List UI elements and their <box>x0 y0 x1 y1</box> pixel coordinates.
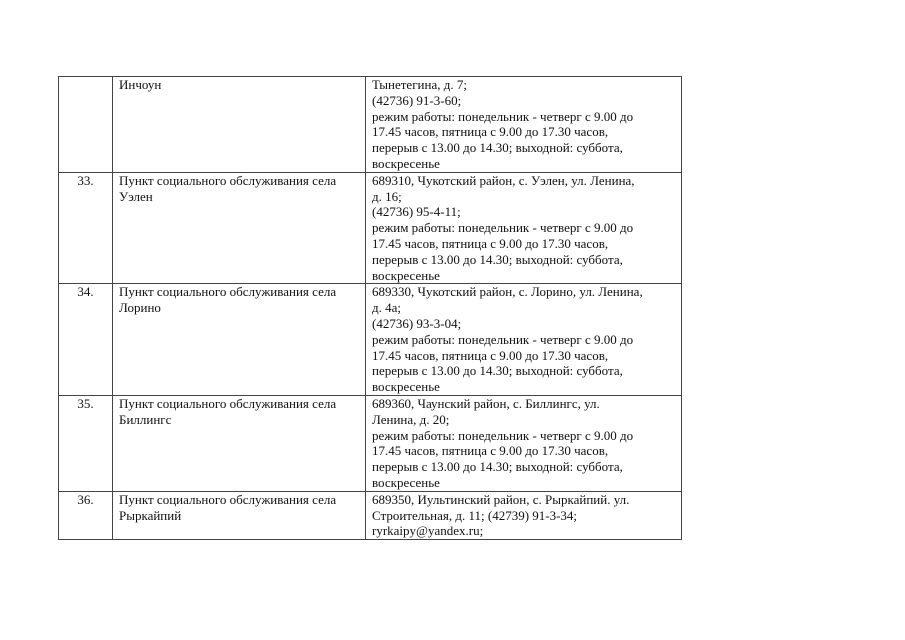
service-address <box>366 284 682 396</box>
service-name-line: Уэлен <box>119 188 153 204</box>
address-line: (42736) 93-3-04; <box>372 315 462 331</box>
service-address <box>366 172 682 284</box>
address-line: 689350, Иультинский район, с. Рыркайпий. ул. <box>372 491 630 507</box>
service-name-line: Лорино <box>119 300 161 316</box>
address-line: д. 16; <box>372 188 402 204</box>
address-line: Строительная, д. 11; (42739) 91-3-34; <box>372 507 578 523</box>
service-name <box>113 491 366 539</box>
address-line: (42736) 91-3-60; <box>372 92 462 108</box>
service-address <box>366 77 682 173</box>
service-name-line: Пункт социального обслуживания села <box>119 395 337 411</box>
address-line: режим работы: понедельник - четверг с 9.00 до <box>372 108 634 124</box>
address-line: режим работы: понедельник - четверг с 9.00 до <box>372 220 634 236</box>
address-line: 17.45 часов, пятница с 9.00 до 17.30 часов, <box>372 443 609 459</box>
service-name <box>113 172 366 284</box>
service-name-line: Пункт социального обслуживания села <box>119 491 337 507</box>
address-line: 17.45 часов, пятница с 9.00 до 17.30 часов, <box>372 235 609 251</box>
table-row <box>59 172 682 284</box>
address-line: режим работы: понедельник - четверг с 9.00 до <box>372 331 634 347</box>
address-line: 689360, Чаунский район, с. Биллингс, ул. <box>372 395 600 411</box>
address-line: ryrkaipy@yandex.ru; <box>372 523 484 539</box>
row-number: 33. <box>59 172 113 284</box>
service-name <box>113 395 366 491</box>
address-line: (42736) 95-4-11; <box>372 204 461 220</box>
service-name-line: Инчоун <box>119 77 162 92</box>
service-address <box>366 491 682 539</box>
address-line: воскресенье <box>372 474 440 490</box>
address-line: воскресенье <box>372 267 440 283</box>
address-line: перерыв с 13.00 до 14.30; выходной: суббота, <box>372 363 623 379</box>
row-number: 36. <box>59 491 113 539</box>
services-table <box>58 76 682 540</box>
table-row <box>59 77 682 173</box>
address-line: 17.45 часов, пятница с 9.00 до 17.30 часов, <box>372 347 609 363</box>
service-name <box>113 77 366 173</box>
address-line: воскресенье <box>372 379 440 395</box>
row-number: 35. <box>59 395 113 491</box>
address-line: 17.45 часов, пятница с 9.00 до 17.30 часов, <box>372 124 609 140</box>
address-line: д. 4а; <box>372 300 401 316</box>
service-name-line: Биллингс <box>119 411 172 427</box>
table-row <box>59 395 682 491</box>
address-line: перерыв с 13.00 до 14.30; выходной: суббота, <box>372 251 623 267</box>
address-line: воскресенье <box>372 155 440 171</box>
address-line: режим работы: понедельник - четверг с 9.00 до <box>372 427 634 443</box>
service-address <box>366 395 682 491</box>
address-line: перерыв с 13.00 до 14.30; выходной: суббота, <box>372 140 623 156</box>
table-row <box>59 491 682 539</box>
address-line: 689330, Чукотский район, с. Лорино, ул. Ленина, <box>372 284 643 300</box>
service-name-line: Пункт социального обслуживания села <box>119 172 337 188</box>
row-number <box>59 77 113 173</box>
address-line: 689310, Чукотский район, с. Уэлен, ул. Ленина, <box>372 172 635 188</box>
service-name <box>113 284 366 396</box>
service-name-line: Рыркайпий <box>119 507 182 523</box>
address-line: перерыв с 13.00 до 14.30; выходной: суббота, <box>372 459 623 475</box>
row-number: 34. <box>59 284 113 396</box>
table-row <box>59 284 682 396</box>
address-line: Ленина, д. 20; <box>372 411 450 427</box>
service-name-line: Пункт социального обслуживания села <box>119 284 337 300</box>
address-line: Тынетегина, д. 7; <box>372 77 467 92</box>
